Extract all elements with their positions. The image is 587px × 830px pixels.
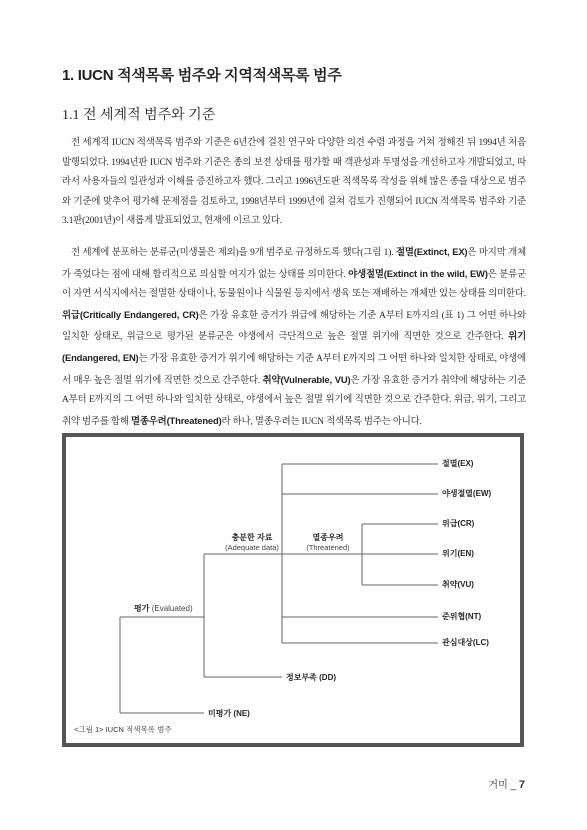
paragraph-2 (62, 242, 526, 432)
p2-text-3: 은 분류군이 자연 서식지에서는 절멸한 상태이나, 동물원이나 식물원 등지에서 생육 또는 재배하는 개체만 있는 상태를 의미한다. (62, 269, 526, 300)
p2-text-5: 는 가장 유효한 증거가 위기에 해당하는 기준 A부터 E까지의 그 어떤 하나와 일치한 상태로, 야생에서 매우 높은 절멸 위기에 직면한 것으로 간주한다. (62, 353, 526, 386)
paragraph-1-text: 전 세계적 IUCN 적색목록 범주와 기준은 6년간에 걸친 연구와 다양한 의견 수렴 과정을 거쳐 정해진 뒤 1994년 처음 발행되었다. 1994년판 IUCN 범주와 기준은 종의 보전 상태를 평가할 때 객관성과 투명성을 개선하고자 개발되었고, 따라서 사용자들의 일관성과 이해를 증진하고자 했다. 그리고 1996년도판 적색목록 작성을 위해 많은 종을 대상으로 범주와 기준에 맞추어 평가해 문제점을 검토하고, 1998년부터 1999년에 걸쳐 검토가 진행되어 IUCN 적색목록 범주와 기준 3.1판(2001년)이 새롭게 발표되었고, 현재에 이르고 있다. (62, 138, 526, 227)
node-adequate-data-ko: 충분한 자료 (231, 533, 273, 542)
p2-text-6: 은 가장 유효한 증거가 취약에 해당하는 기준 A부터 E까지의 그 어떤 하나와 일치한 상태로, 야생에서 높은 절멸 위기에 직면한 것으로 간주한다. 위급, 위기, 그리고 취약 범주를 합해 (62, 375, 526, 427)
node-adequate-data (202, 532, 302, 552)
category-tree-lines (66, 437, 520, 743)
node-vulnerable: 취약(VU) (442, 580, 474, 589)
page-number: 7 (518, 779, 525, 791)
p2-text-1: 전 세계에 분포하는 분류군(미생물은 제외)을 9개 범주로 규정하도록 했다(그림 1). (71, 248, 394, 258)
node-extinct-in-wild: 야생절멸(EW) (442, 489, 492, 498)
footer-label: 거미 _ (488, 780, 517, 791)
term-critically-endangered: 위급(Critically Endangered, CR) (62, 308, 199, 320)
section-heading: 1. IUCN 적색목록 범주와 지역적색목록 범주 (62, 67, 342, 84)
figure-iucn-categories (62, 433, 524, 747)
node-evaluated (134, 603, 193, 614)
node-least-concern: 관심대상(LC) (442, 638, 489, 647)
term-extinct-in-wild: 야생절멸(Extinct in the wild, EW) (348, 267, 488, 279)
page-footer (488, 776, 525, 791)
node-not-evaluated: 미평가 (NE) (208, 709, 250, 718)
subsection-heading: 1.1 전 세계적 범주와 기준 (62, 108, 216, 123)
p2-text-4: 은 가장 유효한 증거가 위급에 해당하는 기준 A부터 E까지의 (표 1) 그 어떤 하나와 일치한 상태로, 위급으로 평가된 분류군은 야생에서 극단적으로 높은 절멸 위기에 직면한 것으로 간주한다. (62, 310, 527, 343)
paragraph-1 (62, 134, 526, 232)
node-threatened-ko: 멸종우려 (312, 533, 344, 542)
node-critically-endangered: 위급(CR) (442, 519, 475, 528)
node-evaluated-en: (Evaluated) (151, 604, 193, 613)
p2-text-2: 은 마지막 개체가 죽었다는 점에 대해 합리적으로 의심할 여지가 없는 상태를 의미한다. (62, 248, 526, 280)
term-threatened: 멸종우려(Threatened) (130, 414, 222, 426)
node-data-deficient: 정보부족 (DD) (286, 673, 337, 682)
node-extinct: 절멸(EX) (442, 459, 474, 468)
node-evaluated-ko: 평가 (134, 604, 150, 613)
node-threatened-en: (Threatened) (306, 543, 350, 552)
term-vulnerable: 취약(Vulnerable, VU) (262, 373, 351, 385)
p2-text-7: 라 하나, 멸종우려는 IUCN 적색목록 범주는 아니다. (221, 416, 422, 427)
node-adequate-data-en: (Adequate data) (225, 543, 279, 552)
node-endangered: 위기(EN) (442, 549, 474, 558)
term-endangered: 위기(Endangered, EN) (62, 330, 526, 363)
term-extinct: 절멸(Extinct, EX) (395, 246, 468, 257)
node-threatened (288, 532, 368, 552)
node-near-threatened: 준위협(NT) (442, 612, 482, 621)
figure-caption: <그림 1> IUCN 적색목록 범주 (74, 725, 172, 734)
